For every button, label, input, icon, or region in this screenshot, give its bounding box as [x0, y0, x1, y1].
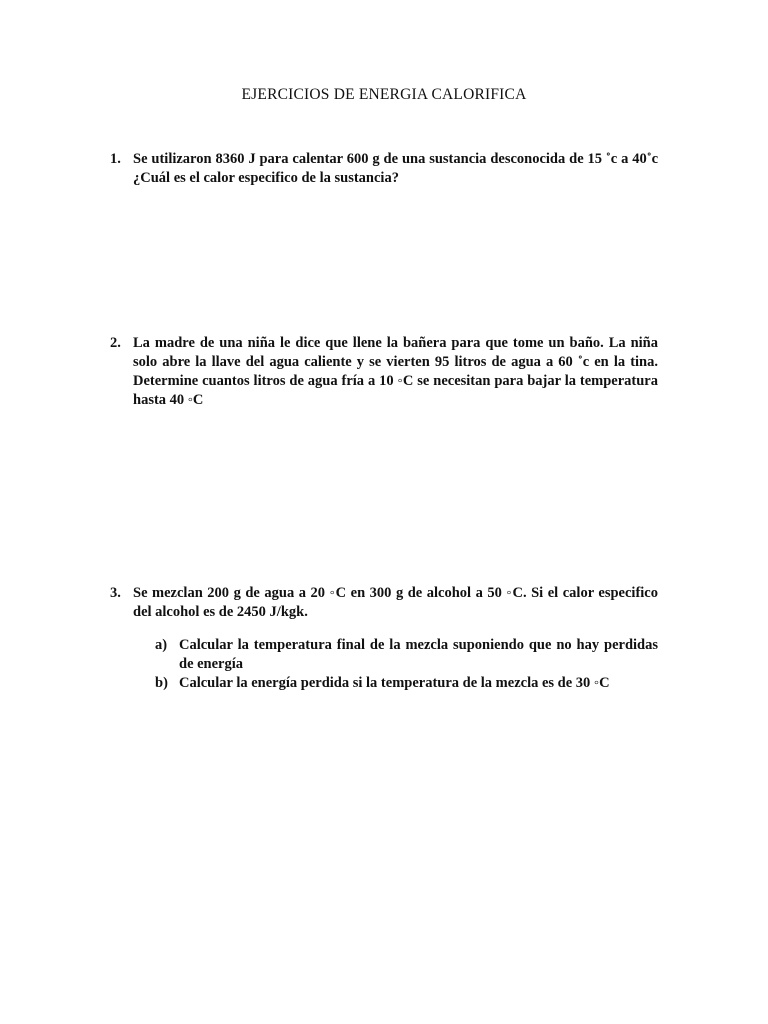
exercise-number: 1.	[110, 151, 121, 167]
sub-question-text: Calcular la energía perdida si la temperatura de la mezcla es de 30 ◦C	[179, 675, 610, 691]
sub-question-b	[155, 674, 658, 693]
exercise-text: Se mezclan 200 g de agua a 20 ◦C en 300 g de alcohol a 50 ◦C. Si el calor especifico del alcohol es de 2450 J/kgk.	[133, 585, 658, 620]
exercise-number: 2.	[110, 335, 121, 351]
sub-question-a	[155, 636, 658, 674]
exercise-2	[110, 334, 658, 410]
exercise-text: Se utilizaron 8360 J para calentar 600 g de una sustancia desconocida de 15 ˚c a 40˚c ¿Cuál es el calor especifico de la sustancia?	[133, 151, 658, 186]
sub-question-list	[155, 636, 658, 693]
document-title: EJERCICIOS DE ENERGIA CALORIFICA	[241, 86, 527, 103]
exercise-number: 3.	[110, 585, 121, 601]
sub-question-text: Calcular la temperatura final de la mezcla suponiendo que no hay perdidas de energía	[179, 637, 658, 672]
sub-question-letter: b)	[155, 675, 168, 691]
sub-question-letter: a)	[155, 637, 168, 653]
exercise-1	[110, 150, 658, 188]
exercise-3	[110, 584, 658, 693]
exercise-text: La madre de una niña le dice que llene la bañera para que tome un baño. La niña solo abre la llave del agua caliente y se vierten 95 litros de agua a 60 ˚c en la tina. Determine cuantos litros de agua fría a 10 ◦C se necesitan para bajar la temperatura hasta 40 ◦C	[133, 335, 658, 408]
